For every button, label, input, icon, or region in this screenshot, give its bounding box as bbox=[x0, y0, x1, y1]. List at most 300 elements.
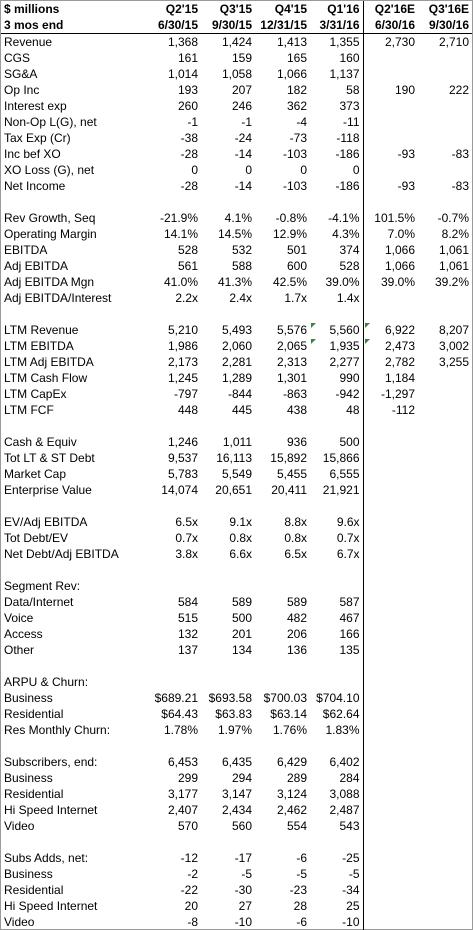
row-label: CGS bbox=[4, 51, 31, 65]
row-label: LTM CapEx bbox=[4, 387, 67, 401]
value-cell: 2,710 bbox=[418, 34, 472, 51]
value-cell: 1,986 bbox=[167, 339, 198, 353]
value-cell bbox=[310, 578, 363, 594]
row-label: Subscribers, end: bbox=[4, 755, 98, 769]
value-cell: -8 bbox=[187, 915, 198, 929]
value-cell: -112 bbox=[363, 402, 418, 418]
value-cell: 2,281 bbox=[221, 355, 252, 369]
table-row bbox=[1, 786, 472, 802]
value-cell bbox=[363, 898, 418, 914]
value-cell: 0 bbox=[245, 163, 252, 177]
value-cell: -6 bbox=[296, 851, 307, 865]
value-cell bbox=[363, 98, 418, 114]
value-cell: 0.7x bbox=[336, 531, 360, 545]
empty-cell bbox=[1, 498, 144, 514]
value-cell bbox=[201, 674, 255, 690]
row-label: EBITDA bbox=[4, 243, 48, 257]
value-cell bbox=[418, 690, 472, 706]
value-cell: -5 bbox=[241, 867, 252, 881]
table-row bbox=[1, 802, 472, 818]
value-cell: -186 bbox=[335, 179, 360, 193]
table-row bbox=[1, 402, 472, 418]
value-cell: -942 bbox=[335, 387, 360, 401]
table-row bbox=[1, 898, 472, 914]
table-row bbox=[1, 338, 472, 354]
value-cell bbox=[418, 98, 472, 114]
empty-cell bbox=[1, 562, 144, 578]
value-cell: 294 bbox=[231, 771, 252, 785]
value-cell: 584 bbox=[177, 595, 198, 609]
value-cell bbox=[363, 770, 418, 786]
value-cell: -863 bbox=[282, 387, 307, 401]
value-cell: 3,147 bbox=[221, 787, 252, 801]
table-row bbox=[1, 50, 472, 66]
table-row bbox=[1, 242, 472, 258]
value-cell: 0 bbox=[352, 163, 360, 177]
value-cell: 8,207 bbox=[438, 323, 469, 337]
value-cell: 136 bbox=[286, 643, 307, 657]
value-cell bbox=[418, 866, 472, 882]
value-cell: -0.8% bbox=[275, 211, 307, 225]
value-cell: -23 bbox=[289, 883, 307, 897]
value-cell: 207 bbox=[231, 83, 252, 97]
empty-cell bbox=[144, 834, 201, 850]
table-row bbox=[1, 146, 472, 162]
table-row bbox=[1, 594, 472, 610]
value-cell: 1,058 bbox=[221, 67, 252, 81]
value-cell: 5,549 bbox=[221, 467, 252, 481]
table-row bbox=[1, 450, 472, 466]
row-label: Enterprise Value bbox=[4, 483, 92, 497]
value-cell: 3,124 bbox=[276, 787, 307, 801]
empty-cell bbox=[363, 658, 418, 674]
value-cell bbox=[255, 674, 310, 690]
row-label: LTM EBITDA bbox=[4, 339, 74, 353]
comment-indicator-icon[interactable] bbox=[311, 339, 316, 344]
value-cell bbox=[418, 386, 472, 402]
table-row bbox=[1, 354, 472, 370]
value-cell bbox=[418, 514, 472, 530]
value-cell: 500 bbox=[231, 611, 252, 625]
table-row bbox=[1, 626, 472, 642]
value-cell: 482 bbox=[286, 611, 307, 625]
empty-cell bbox=[418, 306, 472, 322]
table-row bbox=[1, 114, 472, 130]
value-cell: 1.83% bbox=[325, 723, 360, 737]
row-label: Residential bbox=[4, 883, 64, 897]
value-cell: 936 bbox=[286, 435, 307, 449]
empty-cell bbox=[201, 562, 255, 578]
empty-cell bbox=[144, 498, 201, 514]
row-label: EV/Adj EBITDA bbox=[4, 515, 88, 529]
row-label: LTM Adj EBITDA bbox=[4, 355, 94, 369]
value-cell: 1,011 bbox=[222, 435, 252, 449]
empty-cell bbox=[310, 194, 363, 210]
value-cell: -844 bbox=[227, 387, 252, 401]
value-cell: 14,074 bbox=[161, 483, 198, 497]
value-cell: 160 bbox=[339, 51, 360, 65]
value-cell: 260 bbox=[177, 99, 198, 113]
spacer-row bbox=[1, 418, 472, 434]
value-cell bbox=[144, 674, 201, 690]
value-cell: $704.10 bbox=[316, 691, 360, 705]
value-cell: 20,651 bbox=[215, 483, 252, 497]
value-cell: 438 bbox=[286, 403, 307, 417]
value-cell: 5,210 bbox=[167, 323, 198, 337]
table-row bbox=[1, 578, 472, 594]
value-cell: 0.8x bbox=[284, 531, 307, 545]
row-label: Res Monthly Churn: bbox=[4, 723, 111, 737]
value-cell: -1 bbox=[187, 115, 198, 129]
table-row bbox=[1, 882, 472, 898]
value-cell: 1,184 bbox=[363, 370, 418, 386]
row-label: Rev Growth, Seq bbox=[4, 211, 96, 225]
empty-cell bbox=[1, 834, 144, 850]
value-cell: 39.2% bbox=[434, 275, 469, 289]
value-cell: 589 bbox=[286, 595, 307, 609]
value-cell: 190 bbox=[363, 82, 418, 98]
value-cell: -21.9% bbox=[159, 211, 198, 225]
value-cell: -93 bbox=[363, 146, 418, 162]
value-cell: 25 bbox=[346, 899, 360, 913]
value-cell: -118 bbox=[336, 131, 360, 145]
empty-cell bbox=[255, 738, 310, 754]
table-row bbox=[1, 754, 472, 770]
empty-cell bbox=[144, 194, 201, 210]
empty-cell bbox=[363, 306, 418, 322]
row-label: Access bbox=[4, 627, 43, 641]
value-cell: 2.4x bbox=[229, 291, 252, 305]
value-cell: 2,730 bbox=[363, 34, 418, 51]
value-cell: 1.4x bbox=[336, 291, 360, 305]
row-label: SG&A bbox=[4, 67, 38, 81]
value-cell bbox=[363, 578, 418, 594]
table-row bbox=[1, 290, 472, 306]
value-cell: $63.83 bbox=[215, 707, 252, 721]
table-row bbox=[1, 482, 472, 498]
value-cell bbox=[418, 402, 472, 418]
column-header-date: 6/30/16 bbox=[363, 17, 418, 34]
value-cell: 515 bbox=[177, 611, 198, 625]
value-cell bbox=[418, 674, 472, 690]
table-subtitle: 3 mos end bbox=[4, 18, 64, 32]
empty-cell bbox=[418, 562, 472, 578]
empty-cell bbox=[418, 658, 472, 674]
row-label: Cash & Equiv bbox=[4, 435, 77, 449]
value-cell: -4.1% bbox=[328, 211, 360, 225]
value-cell: 9.6x bbox=[336, 515, 360, 529]
value-cell: -6 bbox=[296, 915, 307, 929]
row-label: Residential bbox=[4, 787, 64, 801]
value-cell: 1.78% bbox=[163, 723, 198, 737]
table-row bbox=[1, 210, 472, 226]
table-row bbox=[1, 530, 472, 546]
value-cell: 132 bbox=[177, 627, 198, 641]
value-cell: 1,935 bbox=[310, 338, 363, 354]
spacer-row bbox=[1, 498, 472, 514]
table-row bbox=[1, 546, 472, 562]
value-cell: 28 bbox=[293, 899, 307, 913]
value-cell: 165 bbox=[286, 51, 307, 65]
value-cell: 3,088 bbox=[329, 787, 360, 801]
column-header-period: Q3'16E bbox=[428, 2, 469, 16]
value-cell bbox=[363, 754, 418, 770]
value-cell: 373 bbox=[339, 99, 360, 113]
empty-cell bbox=[363, 738, 418, 754]
value-cell: 101.5% bbox=[363, 210, 418, 226]
value-cell bbox=[363, 818, 418, 834]
value-cell: 532 bbox=[231, 243, 252, 257]
table-row bbox=[1, 130, 472, 146]
value-cell: $689.21 bbox=[154, 691, 198, 705]
value-cell bbox=[144, 578, 201, 594]
value-cell: 6.5x bbox=[175, 515, 198, 529]
value-cell: -10 bbox=[234, 915, 252, 929]
value-cell: 1,061 bbox=[438, 259, 469, 273]
value-cell bbox=[363, 530, 418, 546]
empty-cell bbox=[255, 306, 310, 322]
table-row bbox=[1, 690, 472, 706]
value-cell: 161 bbox=[177, 51, 198, 65]
empty-cell bbox=[201, 418, 255, 434]
value-cell: 1,014 bbox=[167, 67, 198, 81]
value-cell: -34 bbox=[342, 883, 360, 897]
value-cell bbox=[363, 434, 418, 450]
row-label: Tot LT & ST Debt bbox=[4, 451, 95, 465]
value-cell: 39.0% bbox=[363, 274, 418, 290]
empty-cell bbox=[255, 834, 310, 850]
value-cell bbox=[418, 818, 472, 834]
table-row bbox=[1, 706, 472, 722]
value-cell: 15,892 bbox=[270, 451, 307, 465]
value-cell bbox=[363, 66, 418, 82]
table-row bbox=[1, 770, 472, 786]
empty-cell bbox=[310, 498, 363, 514]
row-label: Business bbox=[4, 771, 53, 785]
value-cell bbox=[418, 770, 472, 786]
value-cell: 6,922 bbox=[363, 322, 418, 338]
value-cell: $700.03 bbox=[263, 691, 307, 705]
value-cell: 588 bbox=[231, 259, 252, 273]
value-cell: -103 bbox=[282, 147, 307, 161]
row-label: Operating Margin bbox=[4, 227, 97, 241]
value-cell: 1,289 bbox=[221, 371, 252, 385]
value-cell: 182 bbox=[286, 83, 307, 97]
value-cell: 2,487 bbox=[329, 803, 360, 817]
value-cell bbox=[310, 674, 363, 690]
row-label: Business bbox=[4, 691, 53, 705]
value-cell: 0.8x bbox=[229, 531, 252, 545]
value-cell: 362 bbox=[286, 99, 307, 113]
value-cell bbox=[363, 546, 418, 562]
value-cell bbox=[418, 802, 472, 818]
value-cell: 12.9% bbox=[272, 227, 307, 241]
table-row bbox=[1, 466, 472, 482]
value-cell: -17 bbox=[234, 851, 252, 865]
table-row bbox=[1, 370, 472, 386]
value-cell bbox=[418, 66, 472, 82]
value-cell: 1,246 bbox=[167, 435, 198, 449]
value-cell: 1,061 bbox=[438, 243, 469, 257]
value-cell bbox=[418, 850, 472, 866]
value-cell: 374 bbox=[339, 243, 360, 257]
value-cell bbox=[363, 626, 418, 642]
spacer-row bbox=[1, 658, 472, 674]
table-row bbox=[1, 274, 472, 290]
value-cell: 3,177 bbox=[167, 787, 198, 801]
column-header-date: 6/30/15 bbox=[157, 18, 198, 32]
table-row bbox=[1, 66, 472, 82]
empty-cell bbox=[144, 306, 201, 322]
comment-indicator-icon[interactable] bbox=[311, 323, 316, 328]
value-cell: 2,060 bbox=[221, 339, 252, 353]
value-cell: 20 bbox=[184, 899, 198, 913]
row-label: LTM FCF bbox=[4, 403, 54, 417]
column-header-period: Q2'15 bbox=[165, 2, 198, 16]
value-cell: 587 bbox=[339, 595, 360, 609]
empty-cell bbox=[418, 194, 472, 210]
value-cell bbox=[418, 706, 472, 722]
empty-cell bbox=[1, 194, 144, 210]
value-cell: -4 bbox=[296, 115, 307, 129]
value-cell bbox=[363, 594, 418, 610]
table-row bbox=[1, 386, 472, 402]
value-cell bbox=[418, 626, 472, 642]
value-cell: -73 bbox=[289, 131, 307, 145]
value-cell: 528 bbox=[339, 259, 360, 273]
value-cell: 8.2% bbox=[441, 227, 469, 241]
row-label: Tax Exp (Cr) bbox=[4, 131, 71, 145]
value-cell: 589 bbox=[231, 595, 252, 609]
value-cell: $693.58 bbox=[208, 691, 252, 705]
value-cell: 42.5% bbox=[272, 275, 307, 289]
value-cell: 134 bbox=[231, 643, 252, 657]
row-label: Residential bbox=[4, 707, 64, 721]
comment-indicator-icon[interactable] bbox=[365, 339, 370, 344]
row-label: Tot Debt/EV bbox=[4, 531, 69, 545]
empty-cell bbox=[418, 418, 472, 434]
comment-indicator-icon[interactable] bbox=[365, 323, 370, 328]
empty-cell bbox=[255, 418, 310, 434]
value-cell: 222 bbox=[448, 83, 469, 97]
value-cell bbox=[418, 530, 472, 546]
value-cell: 5,783 bbox=[167, 467, 198, 481]
value-cell: 6.7x bbox=[336, 547, 360, 561]
value-cell: 3,002 bbox=[438, 339, 469, 353]
empty-cell bbox=[201, 738, 255, 754]
value-cell bbox=[363, 914, 418, 930]
value-cell: 501 bbox=[286, 243, 307, 257]
value-cell: -25 bbox=[342, 851, 360, 865]
row-label: LTM Revenue bbox=[4, 323, 79, 337]
row-label: ARPU & Churn: bbox=[4, 675, 89, 689]
row-label: Other bbox=[4, 643, 35, 657]
value-cell: 1.76% bbox=[272, 723, 307, 737]
row-label: Hi Speed Internet bbox=[4, 803, 98, 817]
value-cell bbox=[418, 642, 472, 658]
value-cell bbox=[418, 162, 472, 178]
value-cell: 58 bbox=[346, 83, 360, 97]
empty-cell bbox=[363, 834, 418, 850]
column-header-date: 12/31/15 bbox=[260, 18, 307, 32]
row-label: Adj EBITDA Mgn bbox=[4, 275, 95, 289]
table-row bbox=[1, 610, 472, 626]
value-cell: 1,245 bbox=[167, 371, 198, 385]
value-cell bbox=[363, 802, 418, 818]
value-cell: 2,173 bbox=[167, 355, 198, 369]
value-cell bbox=[363, 866, 418, 882]
value-cell: 7.0% bbox=[363, 226, 418, 242]
empty-cell bbox=[310, 658, 363, 674]
row-label: XO Loss (G), net bbox=[4, 163, 95, 177]
value-cell: 41.0% bbox=[163, 275, 198, 289]
value-cell: 6.5x bbox=[284, 547, 307, 561]
value-cell: 0 bbox=[191, 163, 198, 177]
value-cell: -28 bbox=[180, 147, 198, 161]
column-header-period: Q3'15 bbox=[219, 2, 252, 16]
header-row-period bbox=[1, 1, 472, 17]
value-cell: 5,493 bbox=[221, 323, 252, 337]
spacer-row bbox=[1, 738, 472, 754]
table-row bbox=[1, 34, 472, 51]
row-label: Video bbox=[4, 819, 35, 833]
value-cell: 467 bbox=[339, 611, 360, 625]
empty-cell bbox=[201, 658, 255, 674]
value-cell: -1,297 bbox=[363, 386, 418, 402]
value-cell: 570 bbox=[177, 819, 198, 833]
table-row bbox=[1, 322, 472, 338]
value-cell: -38 bbox=[180, 131, 198, 145]
value-cell: 1,066 bbox=[363, 242, 418, 258]
column-header-date: 9/30/15 bbox=[211, 18, 252, 32]
value-cell bbox=[418, 290, 472, 306]
value-cell bbox=[363, 114, 418, 130]
empty-cell bbox=[255, 658, 310, 674]
value-cell: $64.43 bbox=[161, 707, 198, 721]
column-header-date: 3/31/16 bbox=[319, 18, 360, 32]
empty-cell bbox=[363, 194, 418, 210]
value-cell: 1.97% bbox=[217, 723, 252, 737]
value-cell: 16,113 bbox=[216, 451, 252, 465]
value-cell bbox=[363, 642, 418, 658]
value-cell: 48 bbox=[346, 403, 360, 417]
value-cell: 554 bbox=[286, 819, 307, 833]
table-row bbox=[1, 178, 472, 194]
empty-cell bbox=[363, 562, 418, 578]
value-cell: 39.0% bbox=[325, 275, 360, 289]
value-cell: 561 bbox=[177, 259, 198, 273]
value-cell: 2,462 bbox=[276, 803, 307, 817]
table-row bbox=[1, 82, 472, 98]
empty-cell bbox=[1, 306, 144, 322]
value-cell bbox=[418, 546, 472, 562]
value-cell: 500 bbox=[339, 435, 360, 449]
value-cell: 0.7x bbox=[175, 531, 198, 545]
value-cell: -2 bbox=[187, 867, 198, 881]
empty-cell bbox=[418, 498, 472, 514]
spacer-row bbox=[1, 306, 472, 322]
row-label: Subs Adds, net: bbox=[4, 851, 89, 865]
row-label: Op Inc bbox=[4, 83, 40, 97]
value-cell: 2,407 bbox=[167, 803, 198, 817]
spacer-row bbox=[1, 834, 472, 850]
value-cell: 284 bbox=[339, 771, 360, 785]
value-cell: 5,560 bbox=[310, 322, 363, 338]
value-cell: 27 bbox=[238, 899, 252, 913]
row-label: Hi Speed Internet bbox=[4, 899, 98, 913]
value-cell bbox=[363, 706, 418, 722]
row-label: Segment Rev: bbox=[4, 579, 81, 593]
